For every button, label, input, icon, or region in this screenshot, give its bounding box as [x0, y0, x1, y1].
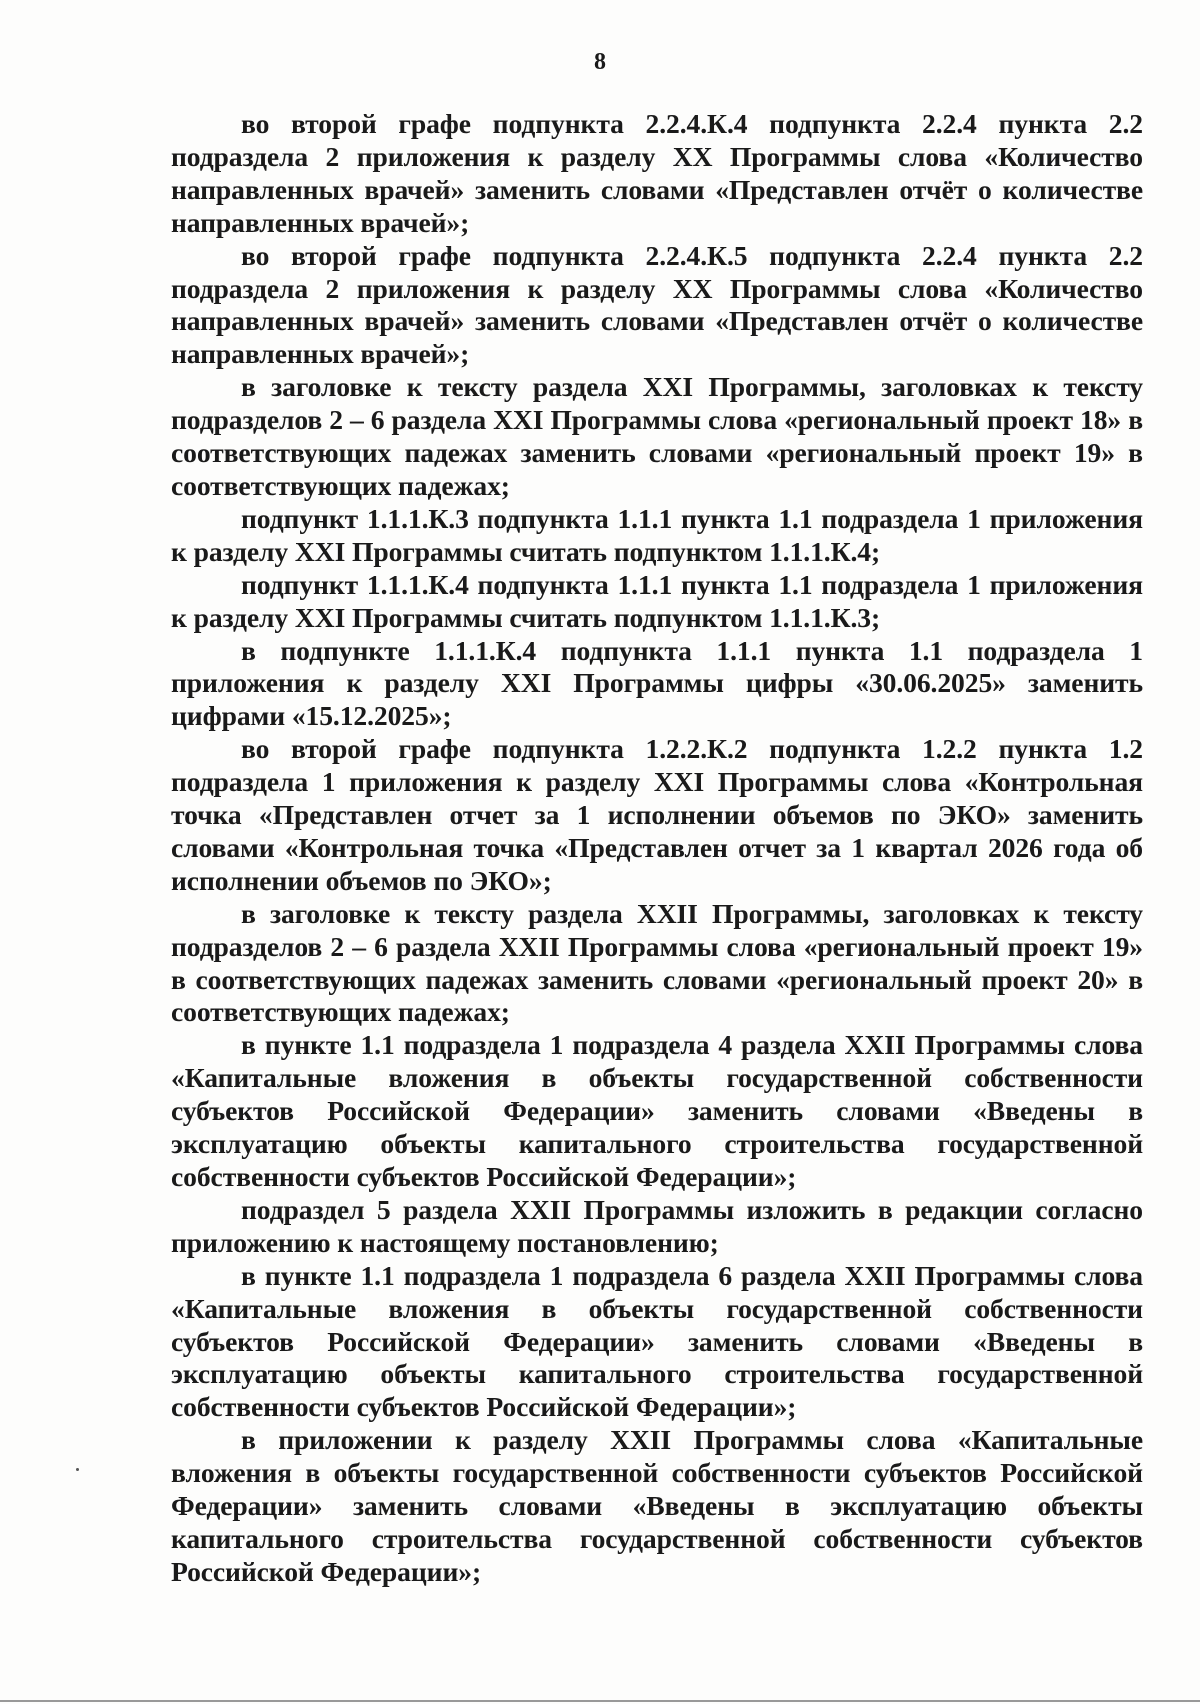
scan-speck — [76, 1468, 79, 1471]
paragraph: в пункте 1.1 подраздела 1 подраздела 6 раздела XXII Программы слова «Капитальные вложения в объекты государственной собственности субъектов Российской Федерации» заменить словами «Введены в эксплуатацию объекты капитального строительства государственной собственности субъектов Российской Федерации»; — [171, 1259, 1143, 1423]
page-number: 8 — [594, 49, 606, 75]
paragraph: подпункт 1.1.1.К.4 подпункта 1.1.1 пункта 1.1 подраздела 1 приложения к разделу XXI Программы считать подпунктом 1.1.1.К.3; — [171, 568, 1143, 633]
paragraph: во второй графе подпункта 2.2.4.К.4 подпункта 2.2.4 пункта 2.2 подраздела 2 приложения к разделу XX Программы слова «Количество направленных врачей» заменить словами «Представлен отчёт о количестве направленных врачей»; — [171, 108, 1143, 238]
paragraph: в приложении к разделу XXII Программы слова «Капитальные вложения в объекты государственной собственности субъектов Российской Федерации» заменить словами «Введены в эксплуатацию объекты капитального строительства государственной собственности субъектов Российской Федерации»; — [171, 1424, 1143, 1587]
paragraph: подпункт 1.1.1.К.3 подпункта 1.1.1 пункта 1.1 подраздела 1 приложения к разделу XXI Программы считать подпунктом 1.1.1.К.4; — [171, 502, 1143, 567]
paragraph: во второй графе подпункта 2.2.4.К.5 подпункта 2.2.4 пункта 2.2 подраздела 2 приложения к разделу XX Программы слова «Количество направленных врачей» заменить словами «Представлен отчёт о количестве направленных врачей»; — [171, 239, 1143, 370]
paragraph: во второй графе подпункта 1.2.2.К.2 подпункта 1.2.2 пункта 1.2 подраздела 1 приложения к разделу XXI Программы слова «Контрольная точка «Представлен отчет за 1 исполнении объемов по ЭКО» заменить словами «Контрольная точка «Представлен отчет за 1 квартал 2026 года об исполнении объемов по ЭКО»; — [171, 733, 1143, 896]
paragraph: в заголовке к тексту раздела XXII Программы, заголовках к тексту подразделов 2 – 6 раздела XXII Программы слова «региональный проект 19» в соответствующих падежах заменить словами «региональный проект 20» в соответствующих падежах; — [171, 897, 1143, 1028]
paragraph: в пункте 1.1 подраздела 1 подраздела 4 раздела XXII Программы слова «Капитальные вложения в объекты государственной собственности субъектов Российской Федерации» заменить словами «Введены в эксплуатацию объекты капитального строительства государственной собственности субъектов Российской Федерации»; — [171, 1029, 1143, 1192]
paragraph: в подпункте 1.1.1.К.4 подпункта 1.1.1 пункта 1.1 подраздела 1 приложения к разделу XXI Программы цифры «30.06.2025» заменить цифрами «15.12.2025»; — [171, 634, 1143, 732]
document-body — [171, 108, 1143, 1589]
paragraph: в заголовке к тексту раздела XXI Программы, заголовках к тексту подразделов 2 – 6 раздела XXI Программы слова «региональный проект 18» в соответствующих падежах заменить словами «региональный проект 19» в соответствующих падежах; — [171, 371, 1143, 501]
paragraph: подраздел 5 раздела XXII Программы изложить в редакции согласно приложению к настоящему постановлению; — [171, 1193, 1143, 1258]
scan-edge — [0, 1700, 1200, 1702]
